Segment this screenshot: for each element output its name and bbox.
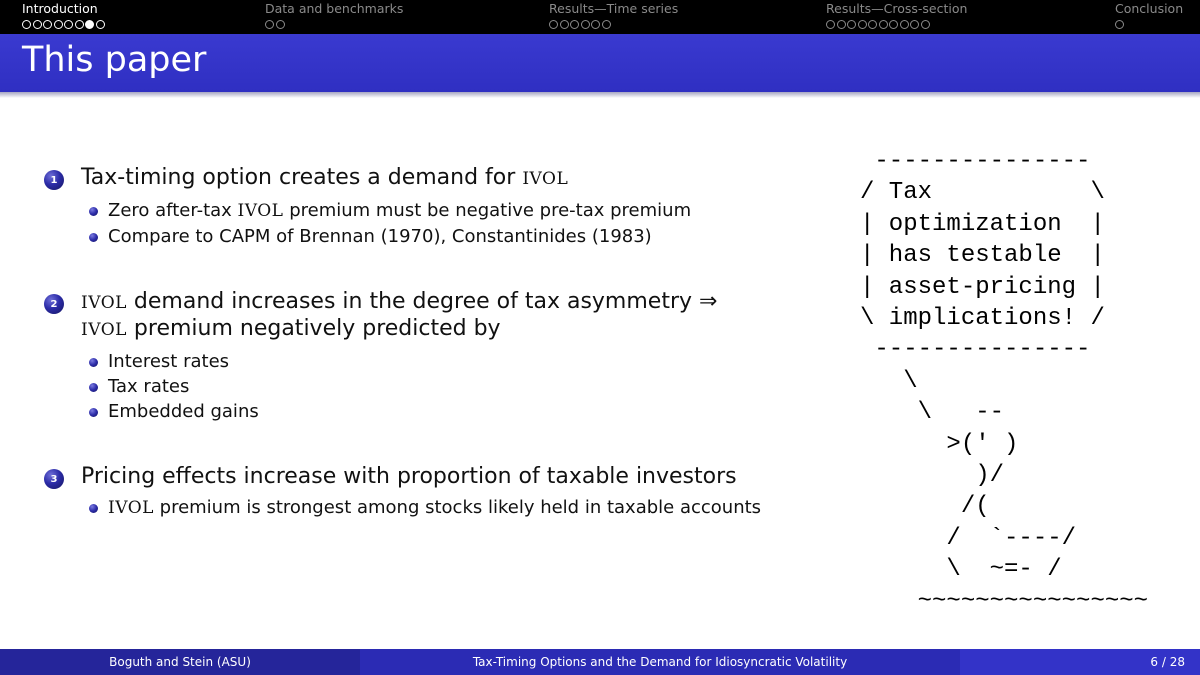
nav-section-label[interactable]: Introduction (22, 1, 98, 16)
enumeration-ball-icon: 1 (44, 170, 64, 190)
nav-progress-dots (549, 19, 678, 29)
nav-dot[interactable] (868, 20, 877, 29)
sub-bullet-list (81, 495, 834, 521)
nav-dot[interactable] (889, 20, 898, 29)
nav-dot[interactable] (826, 20, 835, 29)
nav-section-label[interactable]: Conclusion (1115, 1, 1184, 16)
text-segment: premium is strongest among stocks likely held in taxable accounts (153, 497, 762, 518)
nav-section-introduction[interactable] (22, 1, 105, 29)
sub-bullet-item (81, 374, 834, 399)
nav-dot[interactable] (591, 20, 600, 29)
text-segment: premium must be negative pre-tax premium (283, 200, 692, 221)
title-bar (0, 34, 1200, 92)
nav-section-results-time-series[interactable] (549, 1, 678, 29)
text-segment: Zero after-tax (108, 200, 238, 221)
sub-bullet-item (81, 495, 834, 521)
nav-dot[interactable] (54, 20, 63, 29)
nav-dot[interactable] (910, 20, 919, 29)
text-segment: Embedded gains (108, 401, 259, 422)
text-segment: Tax-timing option creates a demand for (81, 165, 523, 190)
footer-talk-title: Tax-Timing Options and the Demand for Idiosyncratic Volatility (360, 649, 960, 675)
footer-bar (0, 649, 1200, 675)
sub-bullet-item (81, 224, 834, 249)
nav-dot[interactable] (581, 20, 590, 29)
text-segment: Tax rates (108, 376, 190, 397)
nav-progress-dots (22, 19, 105, 29)
slide-title: This paper (22, 40, 207, 80)
nav-section-label[interactable]: Data and benchmarks (265, 1, 404, 16)
footer-page-number[interactable]: 6 / 28 (960, 649, 1200, 675)
small-caps-term: IVOL (81, 320, 127, 340)
nav-section-data-and-benchmarks[interactable] (265, 1, 403, 29)
enumerated-item (44, 289, 834, 424)
nav-dot[interactable] (879, 20, 888, 29)
enumerated-item (44, 165, 834, 249)
small-caps-term: IVOL (81, 293, 127, 313)
nav-dot[interactable] (570, 20, 579, 29)
nav-dot[interactable] (43, 20, 52, 29)
nav-dot[interactable] (847, 20, 856, 29)
nav-dot[interactable] (602, 20, 611, 29)
section-navigation (0, 0, 1200, 34)
small-caps-term: IVOL (108, 498, 154, 518)
nav-progress-dots (1115, 19, 1183, 29)
nav-dot[interactable] (560, 20, 569, 29)
nav-section-label[interactable]: Results—Time series (549, 1, 679, 16)
item-heading (81, 165, 834, 192)
nav-section-label[interactable]: Results—Cross-section (826, 1, 968, 16)
bullet-icon (89, 358, 98, 367)
enumerated-item (44, 464, 834, 521)
enumeration-ball-icon: 3 (44, 469, 64, 489)
small-caps-term: IVOL (237, 201, 284, 221)
nav-dot[interactable] (900, 20, 909, 29)
item-heading (81, 289, 834, 343)
nav-section-results-cross-section[interactable] (826, 1, 967, 29)
sub-bullet-item (81, 198, 834, 224)
sub-bullet-list (81, 349, 834, 424)
bullet-icon (89, 383, 98, 392)
nav-dot[interactable] (1115, 20, 1124, 29)
text-segment: premium negatively predicted by (126, 316, 501, 341)
nav-dot[interactable] (265, 20, 274, 29)
nav-dot[interactable] (921, 20, 930, 29)
nav-dot[interactable] (858, 20, 867, 29)
bullet-icon (89, 504, 98, 513)
sub-bullet-item (81, 349, 834, 374)
enumerated-list (44, 165, 834, 521)
nav-dot[interactable] (549, 20, 558, 29)
bullet-icon (89, 408, 98, 417)
enumeration-ball-icon: 2 (44, 294, 64, 314)
nav-dot-current[interactable] (85, 20, 94, 29)
text-segment: Pricing effects increase with proportion of taxable investors (81, 464, 737, 489)
text-segment: Compare to CAPM of Brennan (1970), Constantinides (1983) (108, 226, 652, 247)
nav-dot[interactable] (22, 20, 31, 29)
nav-progress-dots (265, 19, 403, 29)
nav-dot[interactable] (837, 20, 846, 29)
sub-bullet-item (81, 399, 834, 424)
text-segment: demand increases in the degree of tax asymmetry ⇒ (126, 289, 718, 314)
item-heading (81, 464, 834, 489)
nav-section-conclusion[interactable] (1115, 1, 1183, 29)
text-segment: Interest rates (108, 351, 230, 372)
nav-dot[interactable] (75, 20, 84, 29)
sub-bullet-list (81, 198, 834, 249)
bullet-icon (89, 207, 98, 216)
small-caps-term: IVOL (522, 169, 569, 189)
bullet-icon (89, 233, 98, 242)
footer-authors: Boguth and Stein (ASU) (0, 649, 360, 675)
ascii-art-duck-speech-bubble: --------------- / Tax \ | optimization | | has testable | | asset-pricing | \ implications! / --------------- \ \ -- >(' ) )/ /( / `----/ \ ~=- / ~~~~~~~~~~~~~~~~ (860, 148, 1149, 615)
nav-dot[interactable] (64, 20, 73, 29)
nav-dot[interactable] (276, 20, 285, 29)
nav-dot[interactable] (33, 20, 42, 29)
nav-progress-dots (826, 19, 967, 29)
nav-dot[interactable] (96, 20, 105, 29)
